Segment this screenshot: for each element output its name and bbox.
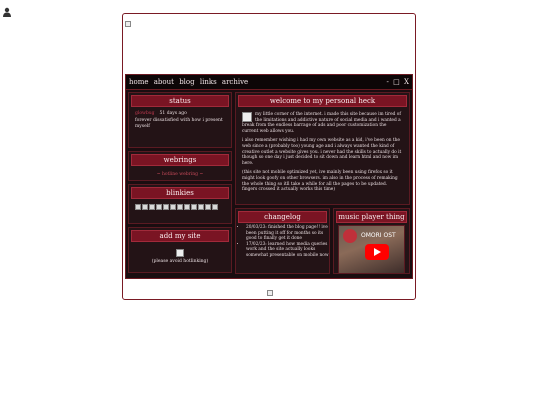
- blinkie-image: [184, 204, 190, 210]
- user-icon: [2, 2, 12, 12]
- blinkies-panel: [128, 184, 232, 224]
- changelog-panel: [235, 208, 330, 274]
- welcome-title: welcome to my personal heck: [238, 95, 407, 107]
- blinkie-image: [170, 204, 176, 210]
- addsite-body: [129, 244, 231, 267]
- blinkies-row: [129, 201, 231, 213]
- nav-links[interactable]: links: [199, 78, 217, 86]
- addsite-title: add my site: [131, 230, 229, 242]
- video-title[interactable]: OMORI OST: [361, 232, 396, 239]
- status-title: status: [131, 95, 229, 107]
- status-meta: [129, 109, 231, 116]
- blinkie-image: [198, 204, 204, 210]
- nav-about[interactable]: about: [153, 78, 174, 86]
- blinkie-image: [156, 204, 162, 210]
- list-item: • 20/03/23: finished the blog page!! ive been putting it off for months so its good to finally get it done: [246, 225, 329, 242]
- welcome-paragraph: i also remember wishing i had my own website as a kid, i've been on the web since a (probably too) young age and i always wanted the kind of creative outlet a website gives you. i never had the skills to actually do it though so one day i just decided to sit down and learn html and now im here.: [242, 138, 402, 166]
- addsite-note: (please avoid hotlinking): [151, 259, 209, 264]
- status-panel: [128, 92, 232, 148]
- changelog-title: changelog: [238, 211, 327, 223]
- play-icon[interactable]: [365, 244, 389, 260]
- webrings-panel: [128, 151, 232, 181]
- status-time: 51 days ago: [159, 111, 187, 116]
- blinkies-title: blinkies: [131, 187, 229, 199]
- status-user[interactable]: glowbug: [135, 111, 155, 116]
- blinkie-image: [177, 204, 183, 210]
- window-controls: [385, 75, 409, 89]
- site-button-image: [176, 249, 184, 257]
- music-title: music player thing: [336, 211, 407, 223]
- welcome-paragraph: my little corner of the internet. i made this site because im tired of the limitations and addictive nature of social media and i wanted a break from the endless barrage of ads and poor customization the current web allows you.: [242, 112, 401, 134]
- welcome-panel: [235, 92, 410, 205]
- blinkie-image: [212, 204, 218, 210]
- broken-image-icon: [267, 290, 273, 296]
- blinkie-image: [191, 204, 197, 210]
- broken-image-icon: [242, 112, 252, 122]
- main-window: [125, 74, 413, 279]
- webring-link[interactable]: ~ hotline webring ~: [156, 172, 204, 177]
- window-titlebar: [126, 75, 412, 90]
- addsite-panel: [128, 227, 232, 273]
- music-panel: [333, 208, 410, 274]
- maximize-button[interactable]: □: [393, 78, 400, 86]
- nav-bar: [129, 75, 251, 89]
- status-text: forever dissatisfied with how i present myself: [135, 118, 223, 129]
- video-player[interactable]: [338, 225, 405, 274]
- right-column: [235, 92, 410, 277]
- welcome-paragraph: (this site not mobile optimized yet, ive mainly been using firefox so it might look goofy on other browsers. im also in the process of remaking the whole thing so itll take a while for all the pages to be updated. fingers crossed it actually works this time): [242, 170, 398, 193]
- channel-avatar[interactable]: [343, 229, 357, 243]
- blinkie-image: [142, 204, 148, 210]
- minimize-button[interactable]: -: [386, 78, 389, 86]
- blinkie-image: [149, 204, 155, 210]
- nav-archive[interactable]: archive: [221, 78, 249, 86]
- welcome-body: [236, 109, 409, 205]
- blinkie-image: [163, 204, 169, 210]
- list-item: • 17/02/23: learned how media queries work and the site actually looks somewhat presentable on mobile now: [246, 242, 329, 259]
- bottom-row: [235, 208, 410, 277]
- changelog-list: [236, 225, 329, 259]
- site-frame: [122, 13, 416, 300]
- broken-image-icon: [125, 21, 131, 27]
- blinkie-image: [135, 204, 141, 210]
- banner: [124, 15, 414, 75]
- nav-blog[interactable]: blog: [179, 78, 195, 86]
- nav-home[interactable]: home: [129, 78, 149, 86]
- webrings-title: webrings: [131, 154, 229, 166]
- blinkie-image: [205, 204, 211, 210]
- left-column: [128, 92, 232, 276]
- close-button[interactable]: X: [404, 78, 409, 86]
